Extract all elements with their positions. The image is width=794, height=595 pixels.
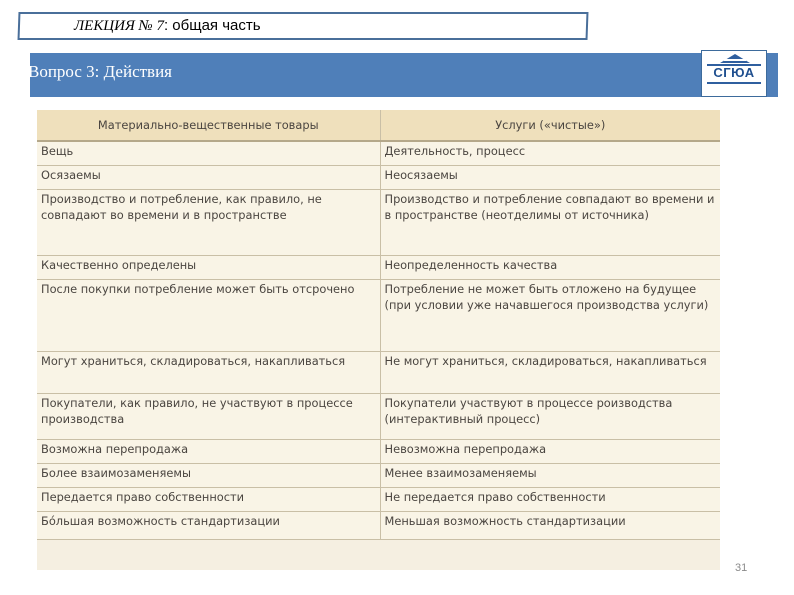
cell-services: Деятельность, процесс	[380, 141, 720, 165]
cell-goods: Возможна перепродажа	[37, 439, 380, 463]
cell-goods: Покупатели, как правило, не участвуют в процессе производства	[37, 393, 380, 439]
university-logo	[701, 50, 767, 97]
lecture-title-topic: : общая часть	[163, 17, 261, 34]
column-header-goods: Материально-вещественные товары	[37, 110, 380, 141]
table-row	[37, 439, 720, 463]
cell-services: Меньшая возможность стандартизации	[380, 511, 720, 539]
page-number: 31	[735, 562, 748, 574]
cell-services: Невозможна перепродажа	[380, 439, 720, 463]
cell-goods: Осязаемы	[37, 165, 380, 189]
table-header-row	[37, 110, 720, 141]
cell-goods: После покупки потребление может быть отсрочено	[37, 279, 380, 351]
cell-services: Покупатели участвуют в процессе роизводства (интерактивный процесс)	[380, 393, 720, 439]
comparison-table	[37, 110, 720, 540]
cell-services: Потребление не может быть отложено на будущее (при условии уже начавшегося производства услуги)	[380, 279, 720, 351]
lecture-title	[74, 17, 261, 35]
cell-services: Не передается право собственности	[380, 487, 720, 511]
cell-goods: Могут храниться, складироваться, накапливаться	[37, 351, 380, 393]
question-title: Вопрос 3: Действия	[28, 62, 172, 81]
cell-services: Производство и потребление совпадают во времени и в пространстве (неотделимы от источника)	[380, 189, 720, 255]
table-row	[37, 189, 720, 255]
table-row	[37, 255, 720, 279]
logo-text: СГЮА	[713, 65, 755, 80]
cell-goods: Бóльшая возможность стандартизации	[37, 511, 380, 539]
table-row	[37, 165, 720, 189]
column-header-services: Услуги («чистые»)	[380, 110, 720, 141]
cell-goods: Передается право собственности	[37, 487, 380, 511]
cell-goods: Вещь	[37, 141, 380, 165]
logo-rule-bottom	[707, 82, 761, 84]
cell-services: Не могут храниться, складироваться, накапливаться	[380, 351, 720, 393]
cell-services: Неосязаемы	[380, 165, 720, 189]
table-row	[37, 463, 720, 487]
cell-goods: Производство и потребление, как правило, не совпадают во времени и в пространстве	[37, 189, 380, 255]
lecture-title-number: ЛЕКЦИЯ № 7	[74, 18, 164, 34]
cell-goods: Более взаимозаменяемы	[37, 463, 380, 487]
table-row	[37, 511, 720, 539]
cell-services: Неопределенность качества	[380, 255, 720, 279]
table-row	[37, 279, 720, 351]
table-row	[37, 351, 720, 393]
table-row	[37, 487, 720, 511]
table-row	[37, 393, 720, 439]
cell-goods: Качественно определены	[37, 255, 380, 279]
table-row	[37, 141, 720, 165]
cell-services: Менее взаимозаменяемы	[380, 463, 720, 487]
